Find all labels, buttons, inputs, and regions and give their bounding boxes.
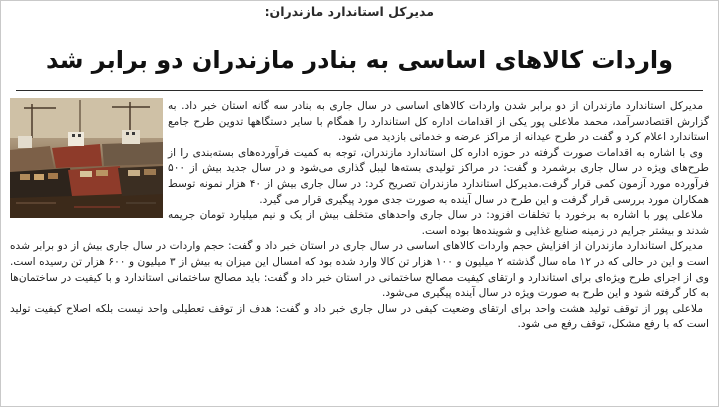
paragraph-5: ملاعلی پور از توقف تولید هشت واحد برای ارتقای وضعیت کیفی در سال جاری خبر داد و گفت: هدف از توقف تعطیلی واحد نیست بلکه اصلاح کیفیت تولید است که با رفع مشکل، توقف رفع می شود. [10, 302, 709, 331]
article-kicker: مدیرکل استاندارد مازندران: [264, 4, 434, 19]
paragraph-2: وی با اشاره به اقدامات صورت گرفته در حوزه اداره کل استاندارد مازندران، توجه به کمیت فرآورده‌های بسته‌بندی را از طرح‌های ویژه در سال جاری برشمرد و گفت: در مراکز تولیدی بسته‌ها لیبل گذاری می‌شود و در سال جدید بیش از ۵۰۰ فرآورده مورد آزمون کمی قرار گرفت.مدیرکل استاندارد مازندران تصریح کرد: در سال جاری بیش از ۴۰ هزار نمونه توسط همکاران مورد بررسی قرار گرفت و این طرح در سال آینده به صورت جدی مورد پیگیری قرار می گیرد. [168, 146, 710, 206]
paragraph-3: ملاعلی پور با اشاره به برخورد با تخلفات افزود: در سال جاری واحدهای متخلف بیش از یک و نیم میلیارد تومان جریمه شدند و بیشتر جرایم در زمینه صنایع غذایی و شوینده‌ها بوده است. [168, 209, 709, 237]
headline-divider [16, 90, 703, 91]
article-body [10, 99, 709, 333]
paragraph-1: مدیرکل استاندارد مازندران از دو برابر شدن واردات کالاهای اساسی در سال جاری به بنادر سه گانه استان خبر داد. به گزارش اقتصادسرآمد، محمد ملاعلی پور یکی از اقدامات اداره کل استاندارد را همگام با سایر دستگاهها تدوین طرح جامع استاندارد اعلام کرد و گفت در طرح عیدانه از مراکز عرضه و خدماتی بازدید می شود. [168, 100, 709, 144]
paragraph-4: مدیرکل استاندارد مازندران از افزایش حجم واردات کالاهای اساسی در سال جاری در استان خبر داد و گفت: حجم واردات در سال جاری بیش از دو برابر شده است و این در حالی که در ۱۲ ماه سال گذشته ۲ میلیون و ۱۰۰ هزار تن کالا وارد شده بود که امسال این میزان به بیش از ۳ میلیون و ۶۰۰ هزار تن رسیده است. وی از اجرای طرح ویژه‌ای برای استاندارد و ارتقای کیفیت مصالح ساختمانی در استان خبر داد و گفت: باید مصالح ساختمانی استاندارد و با کیفیت در ساختمان‌ها به کار گرفته شود و این طرح به صورت ویژه در سال آینده پیگیری می‌شود. [10, 240, 709, 300]
photo-space [10, 99, 168, 223]
article-headline: واردات کالاهای اساسی به بنادر مازندران دو برابر شد [45, 46, 674, 74]
